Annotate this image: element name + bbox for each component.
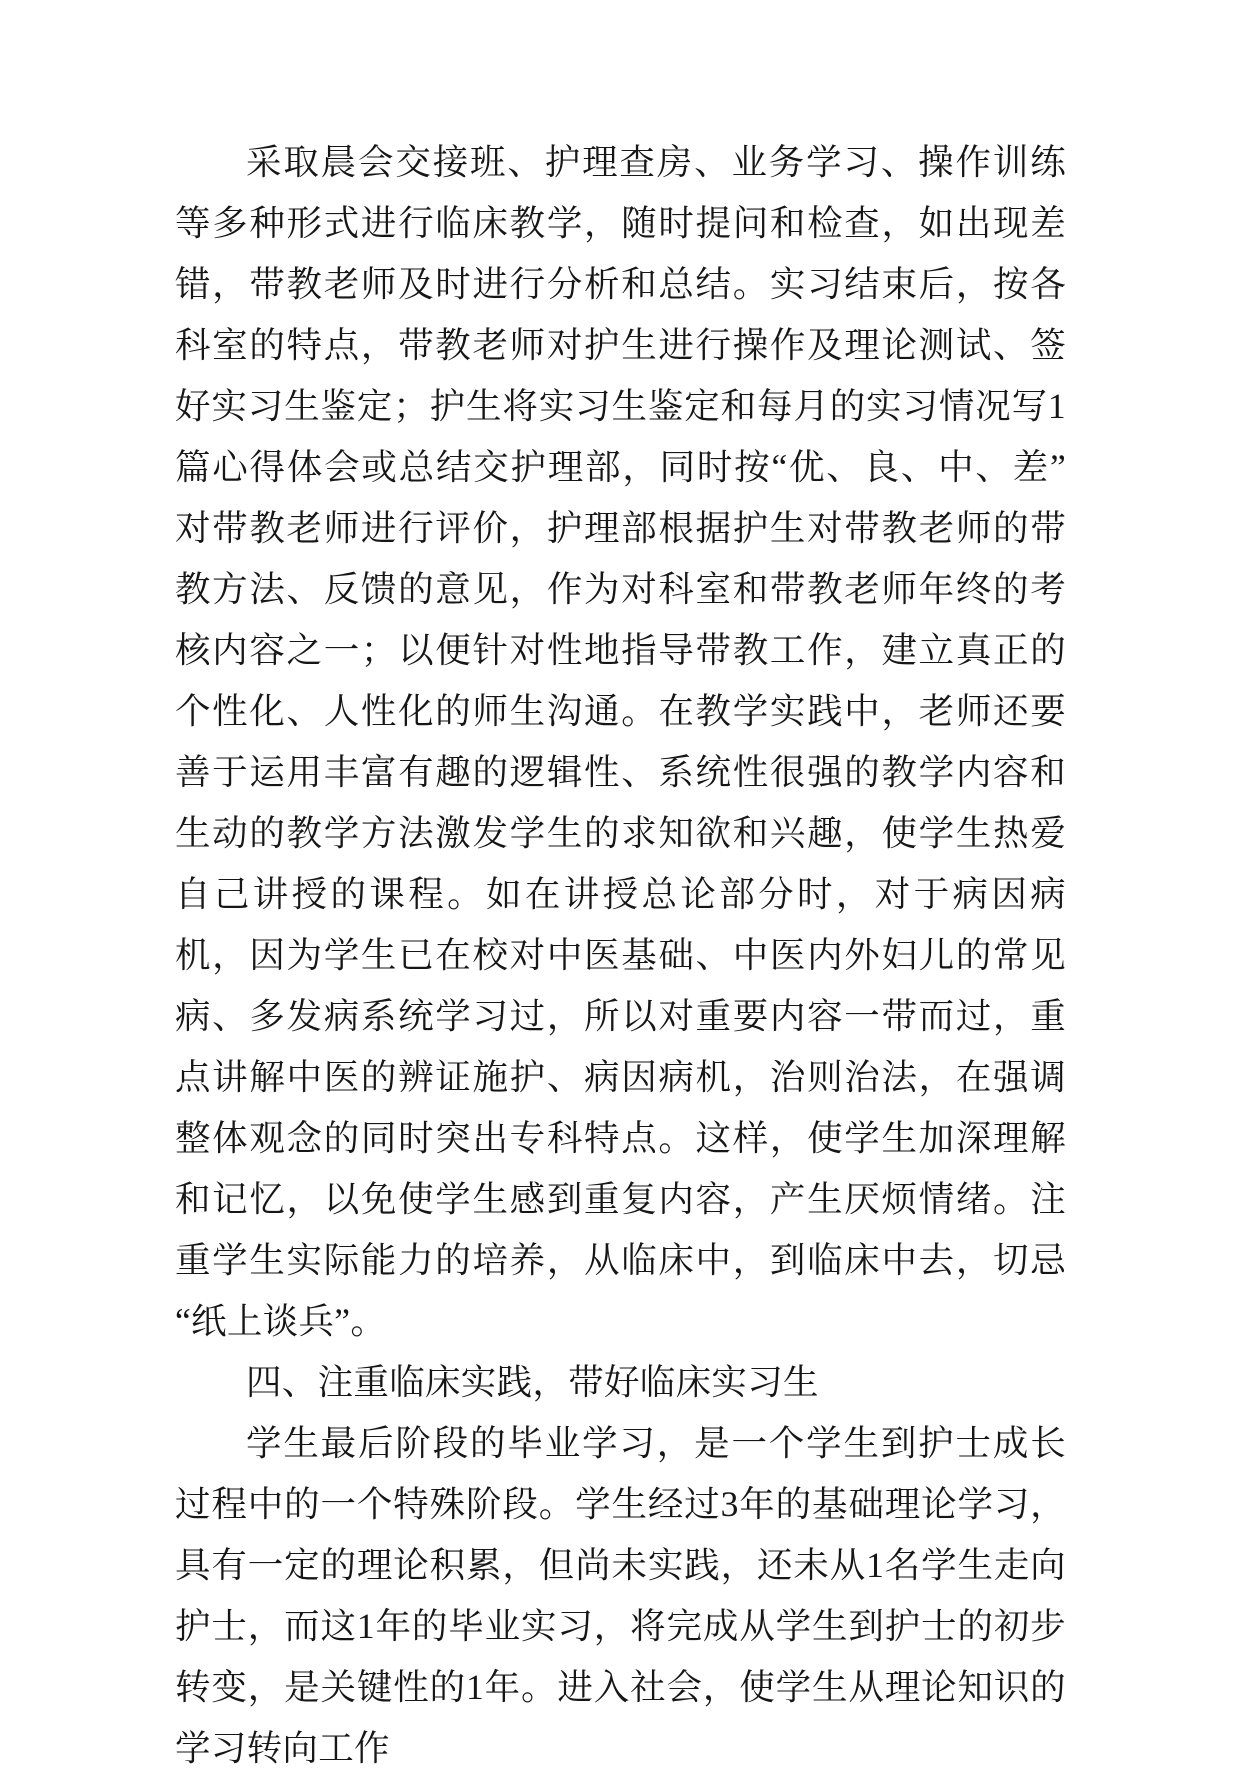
- document-text-body: [175, 132, 1066, 1779]
- section-heading-four: 四、注重临床实践，带好临床实习生: [246, 1362, 819, 1402]
- paragraph-teaching-methods: 采取晨会交接班、护理查房、业务学习、操作训练等多种形式进行临床教学，随时提问和检查，如出现差错，带教老师及时进行分析和总结。实习结束后，按各科室的特点，带教老师对护生进行操作及理论测试、签好实习生鉴定；护生将实习生鉴定和每月的实习情况写1篇心得体会或总结交护理部，同时按“优、良、中、差”对带教老师进行评价，护理部根据护生对带教老师的带教方法、反馈的意见，作为对科室和带教老师年终的考核内容之一；以便针对性地指导带教工作，建立真正的个性化、人性化的师生沟通。在教学实践中，老师还要善于运用丰富有趣的逻辑性、系统性很强的教学内容和生动的教学方法激发学生的求知欲和兴趣，使学生热爱自己讲授的课程。如在讲授总论部分时，对于病因病机，因为学生已在校对中医基础、中医内外妇儿的常见病、多发病系统学习过，所以对重要内容一带而过，重点讲解中医的辨证施护、病因病机，治则治法，在强调整体观念的同时突出专科特点。这样，使学生加深理解和记忆，以免使学生感到重复内容，产生厌烦情绪。注重学生实际能力的培养，从临床中，到临床中去，切忌“纸上谈兵”。: [175, 142, 1066, 1341]
- paragraph-graduation-practice: 学生最后阶段的毕业学习，是一个学生到护士成长过程中的一个特殊阶段。学生经过3年的基础理论学习，具有一定的理论积累，但尚未实践，还未从1名学生走向护士，而这1年的毕业实习，将完成从学生到护士的初步转变，是关键性的1年。进入社会，使学生从理论知识的学习转向工作: [175, 1423, 1066, 1768]
